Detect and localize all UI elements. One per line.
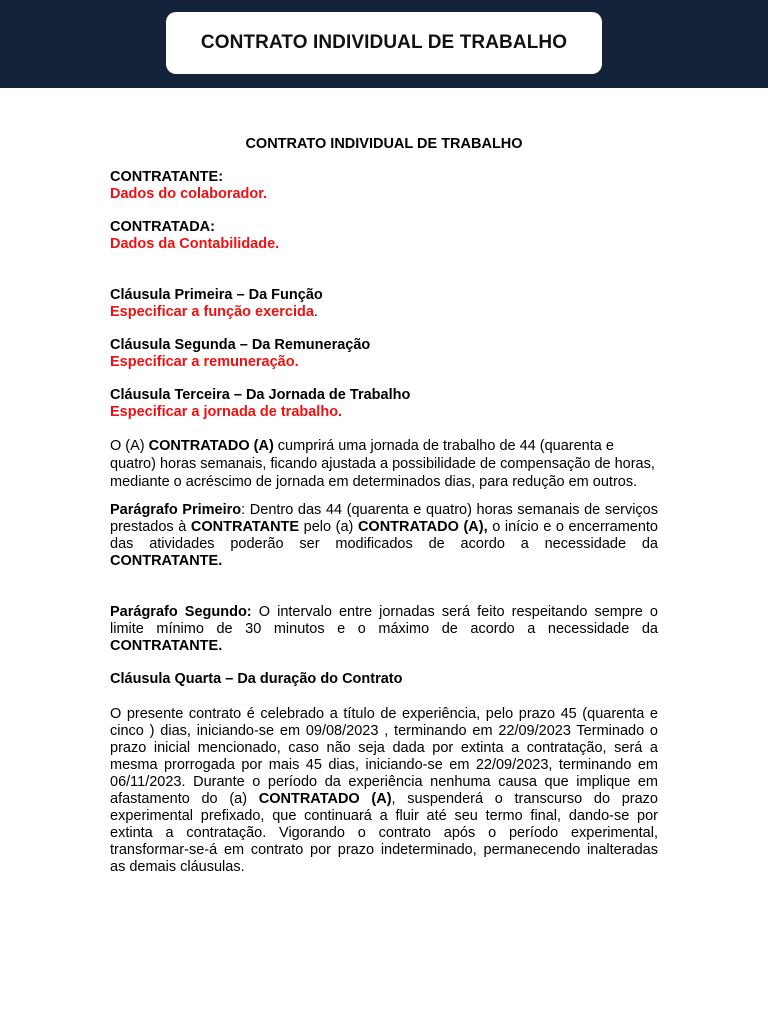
- clause-3-title: Cláusula Terceira – Da Jornada de Trabalho: [110, 387, 411, 403]
- contratante-value: Dados do colaborador.: [110, 186, 268, 202]
- clause-2-value: Especificar a remuneração.: [110, 354, 299, 370]
- clause-3-value: Especificar a jornada de trabalho.: [110, 404, 343, 420]
- clause-1-value: Especificar a função exercida: [110, 304, 314, 320]
- jornada-text-2: cumprirá uma jornada de trabalho de 44 (quarenta e quatro) horas semanais, ficando ajustada a possibilidade de compensação de horas, mediante o acréscimo de jornada em determinados dias, para redução em outros.: [110, 438, 655, 490]
- paragrafo-primeiro-text-2: pelo (a): [299, 519, 358, 535]
- paragrafo-primeiro-bold-3: CONTRATANTE.: [110, 553, 223, 569]
- paragrafo-primeiro-text-1: : Dentro das 44 (quarenta e quatro) horas semanais de serviços prestados à: [110, 502, 658, 535]
- document-body: [110, 132, 658, 876]
- header-title: CONTRATO INDIVIDUAL DE TRABALHO: [200, 32, 568, 53]
- contratada-label: CONTRATADA:: [110, 219, 215, 235]
- paragrafo-primeiro-text-3: o início e o encerramento das atividades poderão ser modificados de acordo a necessidade da: [110, 519, 658, 552]
- clause-1-period: .: [313, 304, 318, 320]
- paragrafo-segundo-bold-1: CONTRATANTE.: [110, 638, 223, 654]
- paragrafo-primeiro-bold-2: CONTRATADO (A),: [357, 519, 488, 535]
- contratada-section: [110, 219, 658, 253]
- clause-4-text-2: , suspenderá o transcurso do prazo experimental prefixado, que continuará a fluir até seu termo final, dando-se por extinta a contratação. Vigorando o contrato após o período experimental, transformar-se-á em contrato por prazo indeterminado, permanecendo inalteradas as demais cláusulas.: [110, 791, 658, 875]
- clause-4-title: Cláusula Quarta – Da duração do Contrato: [110, 671, 403, 687]
- clause-1-section: [110, 287, 658, 321]
- paragrafo-segundo-text-1: O intervalo entre jornadas será feito respeitando sempre o limite mínimo de 30 minutos e o máximo de acordo a necessidade da: [110, 604, 658, 637]
- paragrafo-primeiro: [110, 502, 658, 570]
- contratante-section: [110, 169, 658, 203]
- clause-1-title: Cláusula Primeira – Da Função: [110, 287, 323, 303]
- clause-3-section: [110, 387, 658, 421]
- paragrafo-primeiro-label: Parágrafo Primeiro: [110, 502, 242, 518]
- paragrafo-segundo: [110, 604, 658, 655]
- jornada-text-1: O (A): [110, 438, 149, 454]
- paragrafo-segundo-label: Parágrafo Segundo:: [110, 604, 252, 620]
- clause-2-section: [110, 337, 658, 371]
- clause-2-title: Cláusula Segunda – Da Remuneração: [110, 337, 371, 353]
- paragrafo-primeiro-bold-1: CONTRATANTE: [190, 519, 300, 535]
- header-title-card: [166, 12, 602, 74]
- header-bar: [0, 0, 768, 88]
- jornada-paragraph: [110, 437, 658, 491]
- jornada-bold-1: CONTRATADO (A): [148, 438, 274, 454]
- clause-4-paragraph: [110, 706, 658, 876]
- clause-4-bold-1: CONTRATADO (A): [258, 791, 392, 807]
- contratante-label: CONTRATANTE:: [110, 169, 224, 185]
- clause-4-text-1: O presente contrato é celebrado a título de experiência, pelo prazo 45 (quarenta e cinco ) dias, iniciando-se em 09/08/2023 , terminando em 22/09/2023 Terminado o prazo inicial mencionado, caso não seja dada por extinta a contratação, será a mesma prorrogada por mais 45 dias, iniciando-se em 22/09/2023, terminando em 06/11/2023. Durante o período da experiência nenhuma causa que implique em afastamento do (a): [110, 706, 658, 807]
- document-title: CONTRATO INDIVIDUAL DE TRABALHO: [245, 136, 523, 152]
- contratada-value: Dados da Contabilidade.: [110, 236, 280, 252]
